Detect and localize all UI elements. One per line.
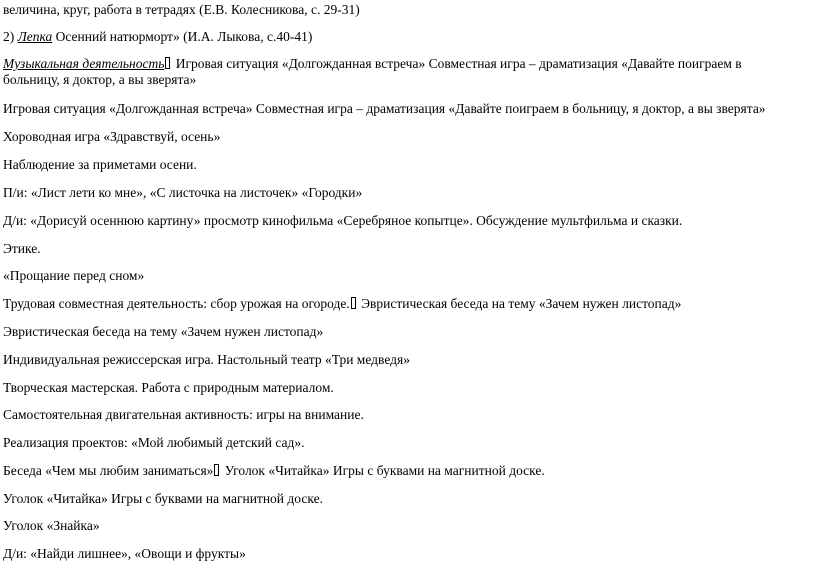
text-line-12: Эвристическая беседа на тему «Зачем нужен листопад» [3, 324, 324, 339]
text-line-2 [3, 29, 312, 45]
text-line-4: Игровая ситуация «Долгожданная встреча» Совместная игра – драматизация «Давайте поиграем в больницу, я доктор, а вы зверята» [3, 101, 766, 116]
text-line-1: величина, круг, работа в тетрадях (Е.В. Колесникова, с. 29-31) [3, 2, 360, 17]
line-11-part-a: Трудовая совместная деятельность: сбор урожая на огороде. [3, 296, 350, 311]
missing-glyph-icon [165, 57, 170, 69]
text-line-3 [3, 56, 793, 88]
line-3-rest: Игровая ситуация «Долгожданная встреча» Совместная игра – драматизация «Давайте поиграем в больницу, я доктор, а вы зверята» [3, 56, 742, 87]
text-line-19: Уголок «Знайка» [3, 518, 100, 533]
line-17-part-b: Уголок «Читайка» Игры с буквами на магнитной доске. [221, 463, 545, 478]
text-line-13: Индивидуальная режиссерская игра. Настольный театр «Три медведя» [3, 352, 410, 367]
lepka-link[interactable]: Лепка [17, 29, 53, 44]
text-line-8: Д/и: «Дорисуй осеннюю картину» просмотр кинофильма «Серебряное копытце». Обсуждение мультфильма и сказки. [3, 213, 683, 228]
text-line-17 [3, 463, 545, 479]
text-line-5: Хороводная игра «Здравствуй, осень» [3, 129, 221, 144]
line-2-prefix: 2) [3, 29, 18, 44]
text-line-9: Этике. [3, 241, 41, 256]
line-11-part-b: Эвристическая беседа на тему «Зачем нужен листопад» [357, 296, 682, 311]
text-line-7: П/и: «Лист лети ко мне», «С листочка на листочек» «Городки» [3, 185, 363, 200]
music-activity-link[interactable]: Музыкальная деятельность [3, 56, 165, 71]
text-line-10: «Прощание перед сном» [3, 268, 145, 283]
line-17-part-a: Беседа «Чем мы любим заниматься» [3, 463, 214, 478]
text-line-15: Самостоятельная двигательная активность: игры на внимание. [3, 407, 364, 422]
missing-glyph-icon [351, 297, 356, 309]
line-2-rest: Осенний натюрморт» (И.А. Лыкова, с.40-41) [52, 29, 313, 44]
text-line-16: Реализация проектов: «Мой любимый детский сад». [3, 435, 305, 450]
text-line-20: Д/и: «Найди лишнее», «Овощи и фрукты» [3, 546, 246, 561]
text-line-18: Уголок «Читайка» Игры с буквами на магнитной доске. [3, 491, 323, 506]
missing-glyph-icon [214, 464, 219, 476]
text-line-11 [3, 296, 681, 312]
text-line-14: Творческая мастерская. Работа с природным материалом. [3, 380, 334, 395]
text-line-6: Наблюдение за приметами осени. [3, 157, 197, 172]
